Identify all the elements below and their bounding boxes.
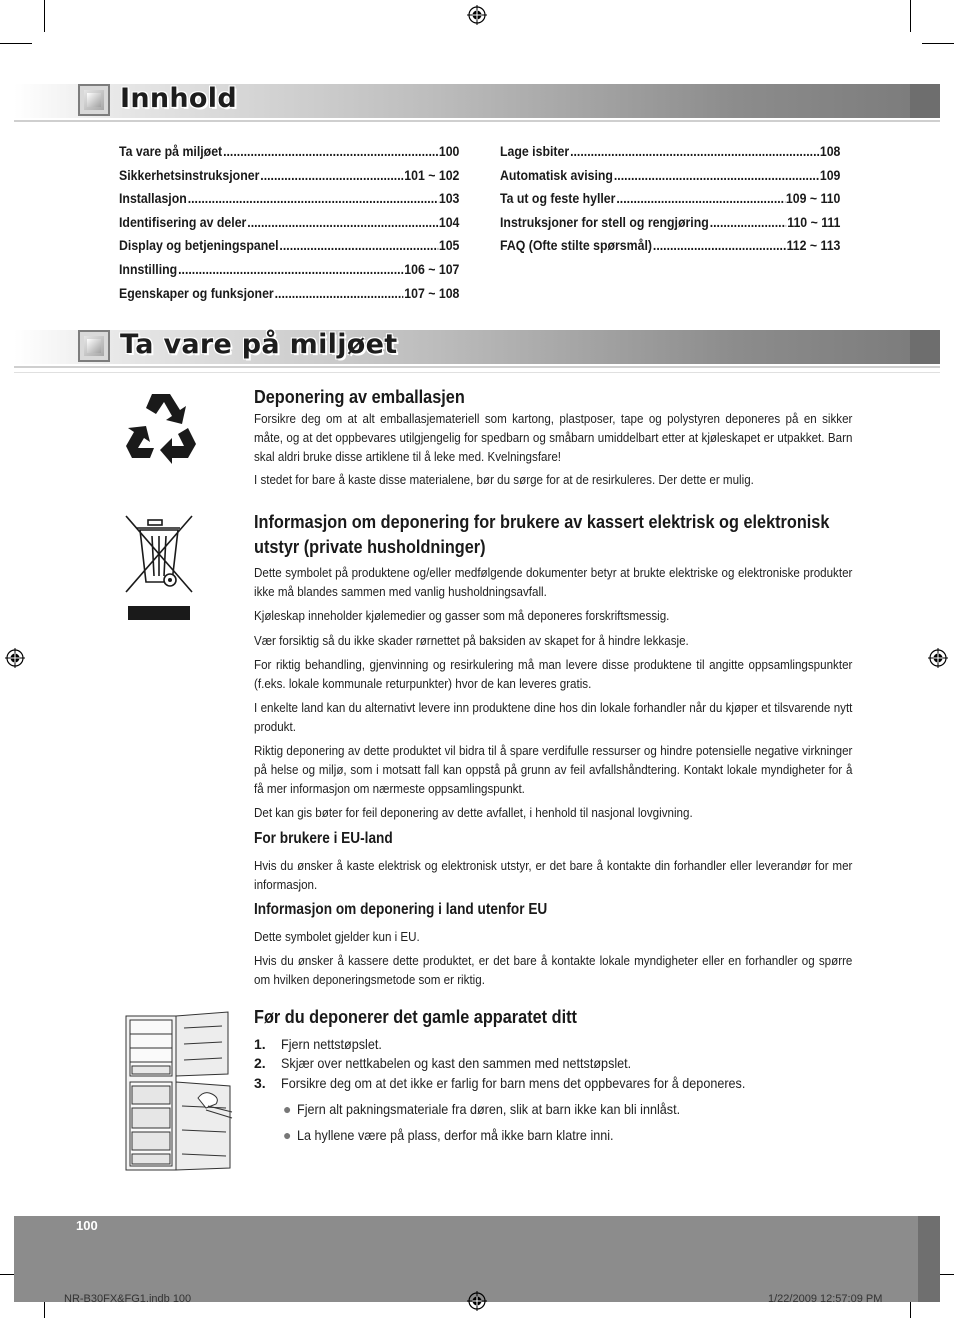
toc-entry-title: Ta ut og feste hyller <box>500 191 616 207</box>
recycle-icon <box>122 388 200 464</box>
toc-left-column <box>119 144 489 309</box>
toc-entry-page: 109 <box>819 167 841 183</box>
toc-entry-page: 110 ~ 111 <box>787 214 841 230</box>
weee-paragraph: Det kan gis bøter for feil deponering av dette avfallet, i henhold til nasjonal lovgivning. <box>254 805 693 820</box>
crop-mark <box>922 43 954 44</box>
banner-divider <box>14 366 940 368</box>
toc-entry-title: FAQ (Ofte stilte spørsmål) <box>500 238 652 254</box>
print-slug-file: NR-B30FX&FG1.indb 100 <box>64 1293 192 1305</box>
step-text: Forsikre deg om at det ikke er farlig for barn mens det oppbevares for å deponeres. <box>281 1075 746 1091</box>
packaging-heading: Deponering av emballasjen <box>254 386 465 407</box>
toc-leader-dots <box>614 168 819 183</box>
step-number: 1. <box>254 1036 266 1052</box>
weee-paragraph: Dette symbolet på produktene og/eller medfølgende dokumenter betyr at brukte elektriske og elektroniske produkter ikke må blandes sammen med vanlig husholdningsavfall. <box>254 565 853 599</box>
toc-leader-dots <box>275 286 404 301</box>
non-eu-heading: Informasjon om deponering i land utenfor EU <box>254 901 548 918</box>
toc-entry-page: 101 ~ 102 <box>404 167 460 183</box>
print-slug-date: 1/22/2009 12:57:09 PM <box>768 1293 883 1305</box>
toc-leader-dots <box>178 262 403 277</box>
non-eu-paragraph: Hvis du ønsker å kassere dette produktet, er det bare å kontakte lokale myndigheter eller en forhandler og spørre om hvilken deponeringsmetode som er riktig. <box>254 953 853 987</box>
toc-entry <box>119 168 459 192</box>
contents-banner <box>14 84 940 118</box>
fridge-illustration <box>122 1010 236 1176</box>
toc-leader-dots <box>570 144 819 159</box>
toc-entry-title: Egenskaper og funksjoner <box>119 285 274 301</box>
toc-right-column <box>500 144 870 262</box>
bullet-icon: ● <box>283 1101 292 1117</box>
toc-entry <box>119 262 459 286</box>
weee-paragraph: I enkelte land kan du alternativt levere inn produktene dine hos din lokale forhandler når du kjøper et tilsvarende nytt produkt. <box>254 700 853 734</box>
toc-entry-page: 105 <box>438 238 460 254</box>
toc-leader-dots <box>616 191 785 206</box>
toc-entry-page: 108 <box>819 144 841 159</box>
weee-paragraph: Kjøleskap inneholder kjølemedier og gasser som må deponeres forskriftsmessig. <box>254 608 670 623</box>
weee-paragraph: For riktig behandling, gjenvinning og resirkulering må man levere disse produktene til angitte oppsamlingspunkter (f.eks. lokale kommunale returpunkter) hvor de kan leveres gratis. <box>254 657 853 691</box>
toc-entry <box>500 238 840 262</box>
step-text: Fjern nettstøpslet. <box>281 1036 382 1052</box>
toc-entry-page: 107 ~ 108 <box>404 285 460 301</box>
toc-entry-page: 106 ~ 107 <box>404 261 460 277</box>
bullet-text: Fjern alt pakningsmateriale fra døren, slik at barn ikke kan bli innlåst. <box>297 1101 681 1117</box>
registration-mark-icon <box>467 5 487 25</box>
banner-divider <box>14 372 940 373</box>
bullet-icon: ● <box>283 1127 292 1143</box>
toc-entry-title: Innstilling <box>119 261 178 277</box>
toc-entry-page: 112 ~ 113 <box>786 238 841 254</box>
page-number: 100 <box>76 1218 98 1233</box>
toc-entry-page: 103 <box>438 191 460 207</box>
contents-title: Innhold <box>120 83 237 114</box>
crop-mark <box>910 0 911 32</box>
toc-entry-page: 100 <box>438 144 460 159</box>
step-text: Skjær over nettkabelen og kast den sammen med nettstøpslet. <box>281 1055 632 1071</box>
toc-entry <box>500 191 840 215</box>
toc-entry-title: Identifisering av deler <box>119 214 247 230</box>
eu-users-paragraph: Hvis du ønsker å kaste elektrisk og elektronisk utstyr, er det bare å kontakte din forhandler eller leverandør for mer informasjon. <box>254 858 853 892</box>
banner-divider <box>14 120 940 122</box>
toc-entry-title: Automatisk avising <box>500 167 613 183</box>
toc-entry-title: Installasjon <box>119 191 187 207</box>
footer-bar <box>14 1216 940 1302</box>
eu-users-heading: For brukere i EU-land <box>254 830 393 847</box>
toc-entry <box>119 286 459 310</box>
toc-entry <box>500 215 840 239</box>
toc-entry-title: Instruksjoner for stell og rengjøring <box>500 214 709 230</box>
banner-edge <box>910 84 940 118</box>
toc-leader-dots <box>260 168 403 183</box>
weee-paragraph: Vær forsiktig så du ikke skader rørnettet på baksiden av skapet for å hindre lekkasje. <box>254 633 689 648</box>
footer-edge <box>918 1216 940 1302</box>
banner-edge <box>910 330 940 364</box>
toc-leader-dots <box>247 215 438 230</box>
banner-square-icon <box>78 84 110 116</box>
bullet-text: La hyllene være på plass, derfor må ikke barn klatre inni. <box>297 1127 614 1143</box>
toc-entry-title: Sikkerhetsinstruksjoner <box>119 167 260 183</box>
banner-square-icon <box>78 330 110 362</box>
weee-heading: utstyr (private husholdninger) <box>254 536 486 557</box>
weee-paragraph: Riktig deponering av dette produktet vil bidra til å spare verdifulle ressurser og hindre potensielle negative virkninger på helse og miljø, som i motsatt fall kan oppstå på grunn av feil avfallshåndtering. Kontakt lokale myndigheter for å få mer informasjon om nærmeste oppsamlingspunkt. <box>254 743 853 796</box>
toc-entry <box>119 191 459 215</box>
before-disposal-heading: Før du deponerer det gamle apparatet ditt <box>254 1006 577 1027</box>
toc-entry-title: Ta vare på miljøet <box>119 144 223 159</box>
weee-heading: Informasjon om deponering for brukere av kassert elektrisk og elektronisk <box>254 511 830 532</box>
step-number: 3. <box>254 1075 266 1091</box>
step-number: 2. <box>254 1055 266 1071</box>
toc-entry <box>500 168 840 192</box>
registration-mark-icon <box>928 648 948 668</box>
crop-mark <box>44 0 45 32</box>
crop-mark <box>0 43 32 44</box>
toc-entry-page: 109 ~ 110 <box>785 191 841 207</box>
registration-mark-icon <box>5 648 25 668</box>
toc-leader-dots <box>279 238 437 253</box>
toc-entry-title: Lage isbiter <box>500 144 570 159</box>
toc-entry <box>500 144 840 168</box>
toc-leader-dots <box>710 215 787 230</box>
toc-entry-page: 104 <box>438 214 460 230</box>
non-eu-paragraph: Dette symbolet gjelder kun i EU. <box>254 929 420 944</box>
registration-mark-icon <box>467 1291 487 1311</box>
toc-leader-dots <box>223 144 438 159</box>
packaging-paragraph: Forsikre deg om at alt emballasjemateriell som kartong, plastposer, tape og polystyren deponeres på en sikker måte, og at det oppbevares utilgjengelig for spedbarn og småbarn umiddelbart etter at kjøleskapet er utpakket. Barn skal aldri bruke disse artiklene til å leke med. Kvelningsfare! <box>254 411 853 464</box>
toc-leader-dots <box>188 191 438 206</box>
environment-title: Ta vare på miljøet <box>120 329 398 360</box>
toc-entry <box>119 215 459 239</box>
toc-entry <box>119 238 459 262</box>
environment-banner <box>14 330 940 364</box>
toc-entry <box>119 144 459 168</box>
packaging-paragraph: I stedet for bare å kaste disse materialene, bør du sørge for at de resirkuleres. Der dette er mulig. <box>254 472 754 487</box>
toc-leader-dots <box>653 238 786 253</box>
toc-entry-title: Display og betjeningspanel <box>119 238 279 254</box>
weee-bin-icon <box>122 512 196 624</box>
